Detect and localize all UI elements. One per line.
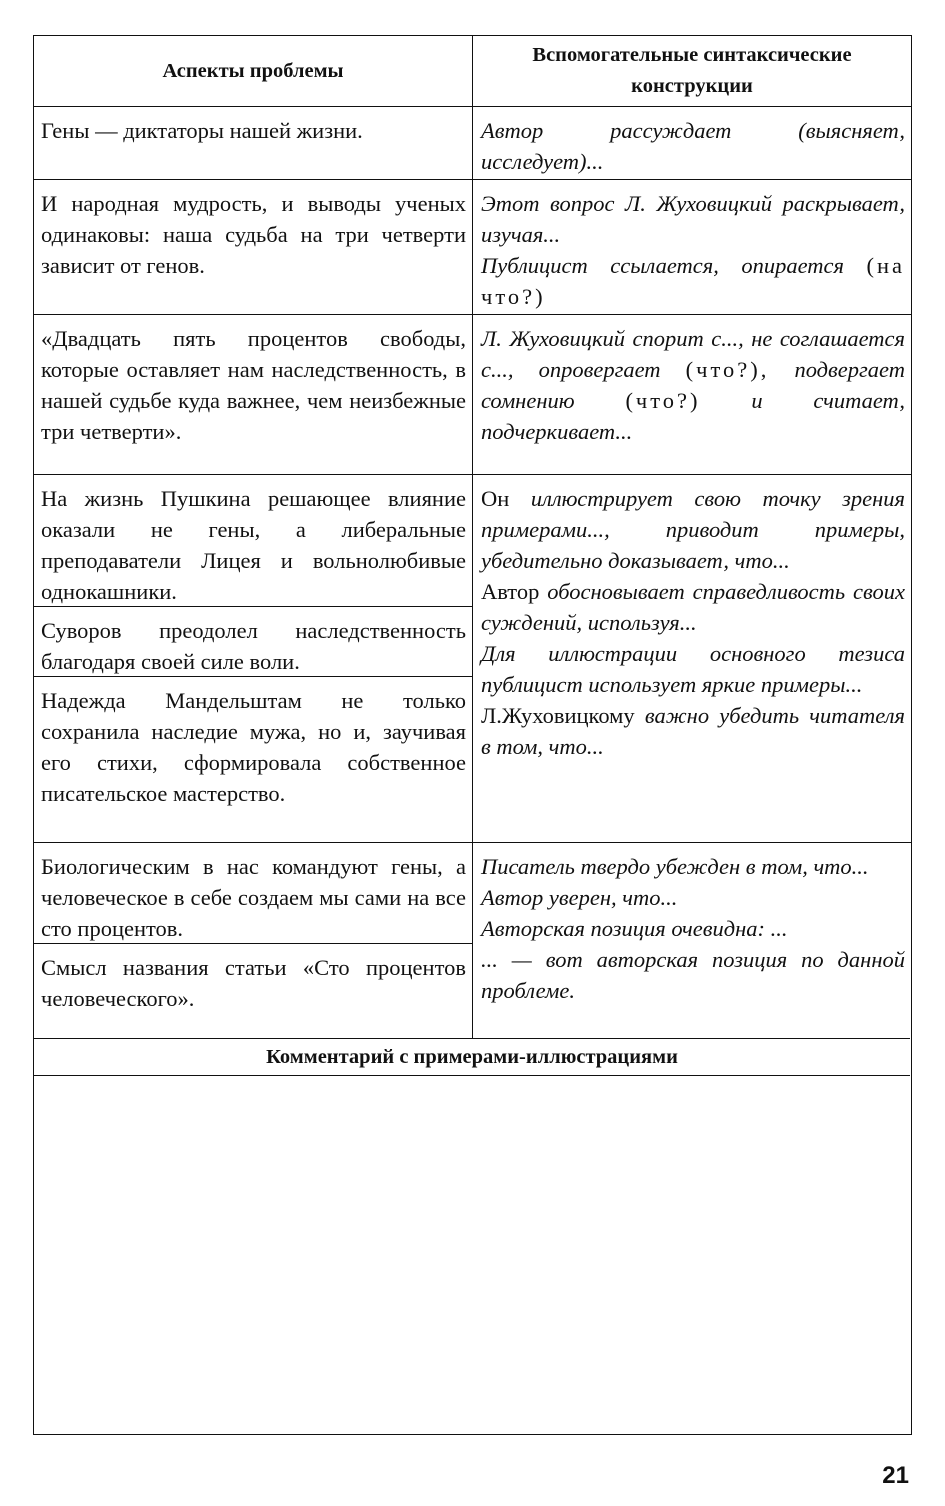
construction-italic: важно убедить читателя в том, что... — [481, 703, 905, 759]
construction-line — [481, 700, 905, 762]
construction-question: (что?) — [625, 388, 701, 413]
construction-cell-3 — [473, 314, 911, 474]
construction-italic: подвергает сомнению — [481, 357, 905, 413]
comment-header: Комментарий с примерами-иллюстрациями — [34, 1038, 910, 1076]
construction-cell-4 — [473, 474, 911, 842]
construction-question: (на что?) — [481, 253, 905, 309]
construction-question: (что?), — [685, 357, 770, 382]
aspect-cell-5: Суворов преодолел наследственность благодаря своей силе воли. — [34, 606, 473, 676]
construction-line: Автор уверен, что... — [481, 885, 678, 910]
aspect-cell-3: «Двадцать пять процентов свободы, которые оставляет нам наследственность, в нашей судьбе куда важнее, чем неизбежные три четверти». — [34, 314, 473, 474]
aspect-cell-7: Биологическим в нас командуют гены, а человеческое в себе создаем мы сами на все сто процентов. — [34, 842, 473, 943]
aspect-cell-1: Гены — диктаторы нашей жизни. — [34, 106, 473, 179]
construction-italic: Л. Жуховицкий спорит с..., не соглашается с..., опровергает — [481, 326, 905, 382]
header-constructions: Вспомогательные синтаксические конструкции — [532, 44, 852, 97]
page-number: 21 — [882, 1462, 909, 1489]
aspect-cell-2: И народная мудрость, и выводы ученых одинаковы: наша судьба на три четверти зависит от генов. — [34, 179, 473, 314]
construction-italic: обосновывает справедливость своих суждений, используя... — [481, 579, 905, 635]
construction-line: ... — вот авторская позиция по данной проблеме. — [481, 947, 905, 1003]
aspect-cell-8: Смысл названия статьи «Сто процентов человеческого». — [34, 943, 473, 1038]
construction-cell-1: Автор рассуждает (выясняет, исследует)... — [473, 106, 911, 179]
construction-cell-5 — [473, 842, 911, 1038]
construction-line — [481, 483, 905, 576]
aspect-cell-6: Надежда Мандельштам не только сохранила наследие мужа, но и, заучивая его стихи, сформировала собственное писательское мастерство. — [34, 676, 473, 842]
aspect-cell-4: На жизнь Пушкина решающее влияние оказали не гены, а либеральные преподаватели Лицея и вольнолюбивые однокашники. — [34, 474, 473, 606]
construction-plain: Он — [481, 486, 510, 511]
construction-plain: Автор — [481, 579, 540, 604]
construction-line: Этот вопрос Л. Жуховицкий раскрывает, изучая... — [481, 191, 905, 247]
construction-italic: Публицист ссылается, опирается — [481, 253, 844, 278]
header-aspects: Аспекты проблемы — [34, 36, 473, 106]
construction-line — [481, 576, 905, 638]
construction-line: Авторская позиция очевидна: ... — [481, 916, 788, 941]
construction-italic: и считает, подчеркивает... — [481, 388, 905, 444]
aspects-table — [33, 35, 912, 1435]
comment-area[interactable] — [34, 1076, 910, 1433]
construction-line — [481, 250, 905, 312]
construction-line: Для иллюстрации основного тезиса публицист использует яркие примеры... — [481, 641, 905, 697]
construction-line: Писатель твердо убежден в том, что... — [481, 854, 869, 879]
construction-cell-2 — [473, 179, 911, 314]
construction-italic: иллюстрирует свою точку зрения примерами..., приводит примеры, убедительно доказывает, что... — [481, 486, 906, 573]
construction-plain: Л.Жуховицкому — [481, 703, 635, 728]
